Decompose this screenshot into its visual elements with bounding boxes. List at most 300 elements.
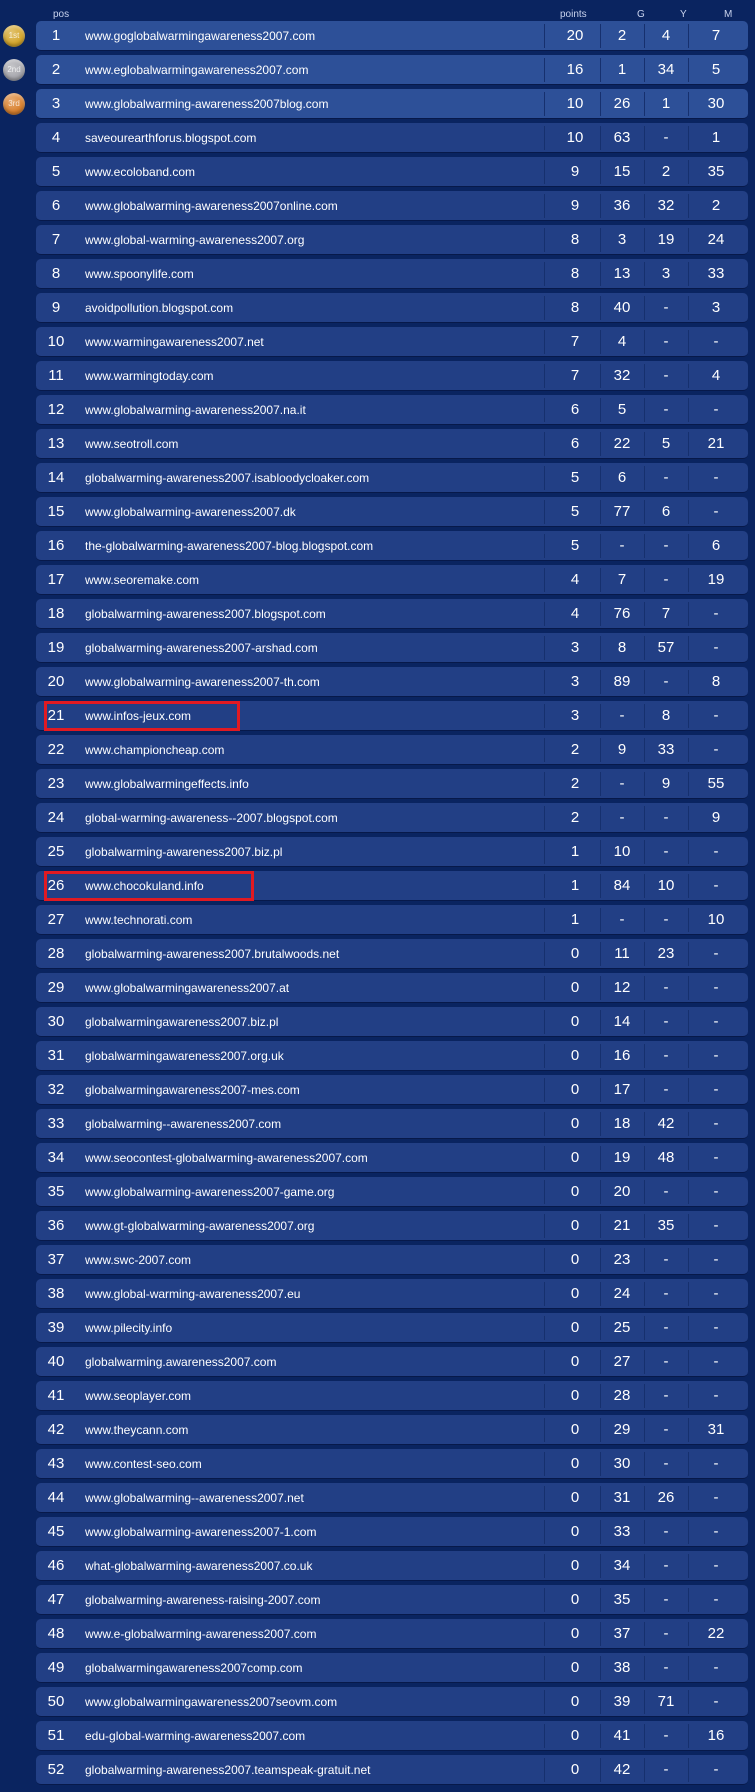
column-divider	[644, 126, 645, 150]
m-rank-value: -	[713, 1251, 719, 1268]
site-url: globalwarming-awareness2007.isabloodycloaker.com	[85, 471, 370, 485]
column-divider	[644, 602, 645, 626]
points-value: 10	[566, 95, 584, 112]
column-divider	[544, 1622, 545, 1646]
column-divider	[688, 840, 689, 864]
column-divider	[600, 58, 601, 82]
points-value: 0	[570, 1693, 580, 1710]
points-value: 0	[570, 1761, 580, 1778]
column-divider	[544, 738, 545, 762]
column-divider	[600, 1282, 601, 1306]
header-m: M	[724, 9, 733, 20]
position-number: 5	[51, 163, 61, 180]
column-divider	[644, 1146, 645, 1170]
site-url: www.globalwarming-awareness2007-1.com	[85, 1525, 317, 1539]
column-divider	[688, 1690, 689, 1714]
column-divider	[544, 874, 545, 898]
position-number: 47	[47, 1591, 65, 1608]
site-url: avoidpollution.blogspot.com	[85, 301, 234, 315]
y-rank-value: -	[663, 1761, 669, 1778]
site-url: www.globalwarmingawareness2007seovm.com	[85, 1695, 338, 1709]
points-value: 0	[570, 979, 580, 996]
points-value: 6	[570, 435, 580, 452]
y-rank-value: -	[663, 1523, 669, 1540]
m-rank-value: 30	[707, 95, 725, 112]
y-rank-value: 6	[661, 503, 671, 520]
m-rank-value: -	[713, 1591, 719, 1608]
site-url: www.chocokuland.info	[85, 879, 204, 893]
y-rank-value: 1	[661, 95, 671, 112]
m-rank-value: 1	[711, 129, 721, 146]
m-rank-value: 9	[711, 809, 721, 826]
ranking-row	[36, 1143, 748, 1173]
site-url: www.globalwarming-awareness2007online.com	[85, 199, 338, 213]
y-rank-value: -	[663, 809, 669, 826]
site-url: edu-global-warming-awareness2007.com	[85, 1729, 306, 1743]
y-rank-value: -	[663, 1319, 669, 1336]
y-rank-value: 32	[657, 197, 675, 214]
column-divider	[600, 330, 601, 354]
m-rank-value: -	[713, 979, 719, 996]
m-rank-value: -	[713, 1013, 719, 1030]
ranking-row	[36, 1075, 748, 1105]
y-rank-value: 4	[661, 27, 671, 44]
g-rank-value: 30	[613, 1455, 631, 1472]
column-divider	[544, 1656, 545, 1680]
column-divider	[600, 1146, 601, 1170]
ranking-row	[36, 1007, 748, 1037]
g-rank-value: 9	[617, 741, 627, 758]
position-number: 50	[47, 1693, 65, 1710]
g-rank-value: -	[619, 707, 625, 724]
y-rank-value: 57	[657, 639, 675, 656]
y-rank-value: 42	[657, 1115, 675, 1132]
ranking-row	[36, 1313, 748, 1343]
site-url: www.pilecity.info	[85, 1321, 173, 1335]
column-divider	[688, 1044, 689, 1068]
column-divider	[644, 568, 645, 592]
position-number: 1	[51, 27, 61, 44]
column-divider	[600, 568, 601, 592]
column-divider	[644, 466, 645, 490]
y-rank-value: -	[663, 673, 669, 690]
site-url: global-warming-awareness--2007.blogspot.com	[85, 811, 338, 825]
g-rank-value: 14	[613, 1013, 631, 1030]
g-rank-value: 12	[613, 979, 631, 996]
y-rank-value: -	[663, 1183, 669, 1200]
site-url: www.seoremake.com	[85, 573, 200, 587]
y-rank-value: -	[663, 1081, 669, 1098]
column-divider	[544, 92, 545, 116]
ranking-row	[36, 1245, 748, 1275]
ranking-row	[36, 1517, 748, 1547]
site-url: www.global-warming-awareness2007.eu	[85, 1287, 301, 1301]
column-divider	[600, 296, 601, 320]
ranking-row	[36, 123, 748, 153]
site-url: www.globalwarming-awareness2007blog.com	[85, 97, 329, 111]
ranking-row	[36, 395, 748, 425]
g-rank-value: 17	[613, 1081, 631, 1098]
ranking-row	[36, 1551, 748, 1581]
column-divider	[544, 126, 545, 150]
m-rank-value: -	[713, 1761, 719, 1778]
position-number: 40	[47, 1353, 65, 1370]
ranking-row	[36, 769, 748, 799]
column-divider	[600, 1418, 601, 1442]
column-divider	[688, 432, 689, 456]
m-rank-value: 7	[711, 27, 721, 44]
m-rank-value: -	[713, 1693, 719, 1710]
column-divider	[600, 1588, 601, 1612]
column-divider	[600, 738, 601, 762]
column-divider	[644, 398, 645, 422]
column-divider	[644, 330, 645, 354]
position-number: 24	[47, 809, 65, 826]
m-rank-value: 5	[711, 61, 721, 78]
position-number: 20	[47, 673, 65, 690]
position-number: 2	[51, 61, 61, 78]
y-rank-value: 19	[657, 231, 675, 248]
points-value: 20	[566, 27, 584, 44]
column-divider	[644, 1418, 645, 1442]
g-rank-value: 1	[617, 61, 627, 78]
highlight-box	[44, 871, 254, 901]
position-number: 3	[51, 95, 61, 112]
g-rank-value: 7	[617, 571, 627, 588]
column-divider	[644, 1282, 645, 1306]
column-divider	[600, 1384, 601, 1408]
y-rank-value: -	[663, 1455, 669, 1472]
points-value: 0	[570, 1489, 580, 1506]
ranking-row	[36, 1449, 748, 1479]
m-rank-value: 33	[707, 265, 725, 282]
position-number: 22	[47, 741, 65, 758]
position-number: 43	[47, 1455, 65, 1472]
m-rank-value: 16	[707, 1727, 725, 1744]
column-divider	[688, 1758, 689, 1782]
column-divider	[600, 398, 601, 422]
column-divider	[600, 806, 601, 830]
column-divider	[688, 1588, 689, 1612]
position-number: 8	[51, 265, 61, 282]
y-rank-value: 33	[657, 741, 675, 758]
column-divider	[544, 1486, 545, 1510]
site-url: www.globalwarmingeffects.info	[85, 777, 249, 791]
ranking-row	[36, 463, 748, 493]
y-rank-value: -	[663, 1591, 669, 1608]
y-rank-value: -	[663, 367, 669, 384]
points-value: 0	[570, 1115, 580, 1132]
ranking-row	[36, 55, 748, 85]
y-rank-value: -	[663, 1557, 669, 1574]
y-rank-value: 3	[661, 265, 671, 282]
m-rank-value: -	[713, 1387, 719, 1404]
column-divider	[688, 160, 689, 184]
y-rank-value: -	[663, 1285, 669, 1302]
site-url: www.eglobalwarmingawareness2007.com	[85, 63, 309, 77]
g-rank-value: 18	[613, 1115, 631, 1132]
column-divider	[644, 1214, 645, 1238]
g-rank-value: 22	[613, 435, 631, 452]
position-number: 38	[47, 1285, 65, 1302]
g-rank-value: 76	[613, 605, 631, 622]
site-url: www.goglobalwarmingawareness2007.com	[85, 29, 316, 43]
column-divider	[544, 160, 545, 184]
m-rank-value: -	[713, 741, 719, 758]
column-divider	[544, 840, 545, 864]
position-number: 33	[47, 1115, 65, 1132]
column-divider	[600, 1248, 601, 1272]
points-value: 0	[570, 1285, 580, 1302]
site-url: globalwarming.awareness2007.com	[85, 1355, 277, 1369]
column-divider	[600, 364, 601, 388]
y-rank-value: 7	[661, 605, 671, 622]
g-rank-value: 8	[617, 639, 627, 656]
points-value: 1	[570, 843, 580, 860]
ranking-row	[36, 599, 748, 629]
column-divider	[644, 1384, 645, 1408]
column-divider	[600, 432, 601, 456]
points-value: 3	[570, 639, 580, 656]
g-rank-value: 39	[613, 1693, 631, 1710]
points-value: 9	[570, 163, 580, 180]
position-number: 51	[47, 1727, 65, 1744]
points-value: 7	[570, 333, 580, 350]
m-rank-value: -	[713, 945, 719, 962]
column-divider	[544, 670, 545, 694]
points-value: 0	[570, 1183, 580, 1200]
y-rank-value: -	[663, 571, 669, 588]
g-rank-value: 13	[613, 265, 631, 282]
column-divider	[600, 1044, 601, 1068]
column-divider	[600, 1452, 601, 1476]
column-divider	[688, 194, 689, 218]
column-divider	[644, 534, 645, 558]
position-number: 4	[51, 129, 61, 146]
column-divider	[600, 840, 601, 864]
y-rank-value: -	[663, 1727, 669, 1744]
points-value: 0	[570, 1455, 580, 1472]
column-divider	[644, 1112, 645, 1136]
column-divider	[544, 568, 545, 592]
y-rank-value: -	[663, 911, 669, 928]
y-rank-value: 23	[657, 945, 675, 962]
m-rank-value: 10	[707, 911, 725, 928]
column-divider	[644, 160, 645, 184]
g-rank-value: 2	[617, 27, 627, 44]
column-divider	[544, 908, 545, 932]
column-divider	[688, 806, 689, 830]
g-rank-value: 40	[613, 299, 631, 316]
points-value: 0	[570, 1591, 580, 1608]
column-divider	[600, 228, 601, 252]
y-rank-value: 71	[657, 1693, 675, 1710]
points-value: 0	[570, 1421, 580, 1438]
column-divider	[644, 1044, 645, 1068]
column-divider	[644, 500, 645, 524]
column-divider	[644, 1656, 645, 1680]
points-value: 8	[570, 299, 580, 316]
column-divider	[544, 1248, 545, 1272]
ranking-row	[36, 191, 748, 221]
column-divider	[600, 874, 601, 898]
points-value: 5	[570, 503, 580, 520]
m-rank-value: -	[713, 1285, 719, 1302]
column-divider	[644, 1486, 645, 1510]
ranking-row	[36, 633, 748, 663]
points-value: 5	[570, 537, 580, 554]
m-rank-value: -	[713, 639, 719, 656]
site-url: www.warmingtoday.com	[85, 369, 214, 383]
column-divider	[600, 942, 601, 966]
g-rank-value: -	[619, 537, 625, 554]
column-divider	[644, 1248, 645, 1272]
points-value: 0	[570, 1523, 580, 1540]
site-url: www.seocontest-globalwarming-awareness2007.com	[85, 1151, 368, 1165]
ranking-row	[36, 1109, 748, 1139]
column-divider	[600, 466, 601, 490]
column-divider	[644, 24, 645, 48]
points-value: 4	[570, 605, 580, 622]
points-value: 10	[566, 129, 584, 146]
points-value: 7	[570, 367, 580, 384]
points-value: 0	[570, 1727, 580, 1744]
column-divider	[600, 908, 601, 932]
ranking-row	[36, 361, 748, 391]
position-number: 48	[47, 1625, 65, 1642]
column-divider	[688, 738, 689, 762]
site-url: globalwarming-awareness2007.brutalwoods.net	[85, 947, 340, 961]
m-rank-value: -	[713, 1183, 719, 1200]
y-rank-value: -	[663, 979, 669, 996]
g-rank-value: 35	[613, 1591, 631, 1608]
m-rank-value: -	[713, 1523, 719, 1540]
position-number: 11	[48, 367, 64, 384]
ranking-row	[36, 1755, 748, 1785]
g-rank-value: -	[619, 911, 625, 928]
m-rank-value: -	[713, 1455, 719, 1472]
column-divider	[688, 636, 689, 660]
ranking-row	[36, 1653, 748, 1683]
y-rank-value: -	[663, 401, 669, 418]
ranking-row	[36, 837, 748, 867]
column-divider	[644, 1316, 645, 1340]
column-divider	[688, 1350, 689, 1374]
column-divider	[688, 942, 689, 966]
position-number: 35	[47, 1183, 65, 1200]
position-number: 10	[47, 333, 65, 350]
m-rank-value: -	[713, 605, 719, 622]
m-rank-value: -	[713, 333, 719, 350]
ranking-row	[36, 565, 748, 595]
column-divider	[688, 534, 689, 558]
g-rank-value: 37	[613, 1625, 631, 1642]
y-rank-value: -	[663, 1387, 669, 1404]
ranking-row	[36, 667, 748, 697]
column-divider	[644, 772, 645, 796]
y-rank-value: -	[663, 1047, 669, 1064]
medal-2nd-icon: 2nd	[3, 59, 25, 81]
site-url: globalwarming--awareness2007.com	[85, 1117, 282, 1131]
g-rank-value: 29	[613, 1421, 631, 1438]
position-number: 32	[47, 1081, 65, 1098]
points-value: 16	[566, 61, 584, 78]
column-divider	[600, 1724, 601, 1748]
position-number: 29	[47, 979, 65, 996]
position-number: 30	[47, 1013, 65, 1030]
g-rank-value: 4	[617, 333, 627, 350]
position-number: 9	[51, 299, 61, 316]
site-url: globalwarming-awareness-raising-2007.com	[85, 1593, 321, 1607]
m-rank-value: -	[713, 1115, 719, 1132]
column-divider	[544, 534, 545, 558]
column-divider	[688, 1418, 689, 1442]
column-divider	[644, 806, 645, 830]
m-rank-value: -	[713, 1489, 719, 1506]
y-rank-value: 5	[661, 435, 671, 452]
y-rank-value: -	[663, 1013, 669, 1030]
y-rank-value: -	[663, 299, 669, 316]
points-value: 3	[570, 673, 580, 690]
column-divider	[688, 398, 689, 422]
column-divider	[600, 1622, 601, 1646]
m-rank-value: -	[713, 401, 719, 418]
column-divider	[544, 1350, 545, 1374]
column-divider	[600, 1010, 601, 1034]
column-divider	[688, 296, 689, 320]
column-divider	[600, 24, 601, 48]
points-value: 0	[570, 945, 580, 962]
column-divider	[688, 228, 689, 252]
y-rank-value: 9	[661, 775, 671, 792]
points-value: 5	[570, 469, 580, 486]
points-value: 0	[570, 1659, 580, 1676]
position-number: 36	[47, 1217, 65, 1234]
column-divider	[544, 1588, 545, 1612]
points-value: 2	[570, 775, 580, 792]
m-rank-value: -	[713, 1217, 719, 1234]
y-rank-value: 35	[657, 1217, 675, 1234]
column-divider	[688, 1146, 689, 1170]
y-rank-value: 2	[661, 163, 671, 180]
position-number: 37	[47, 1251, 65, 1268]
column-divider	[544, 1690, 545, 1714]
g-rank-value: 28	[613, 1387, 631, 1404]
y-rank-value: -	[663, 1659, 669, 1676]
position-number: 44	[47, 1489, 65, 1506]
column-divider	[644, 1452, 645, 1476]
column-divider	[688, 126, 689, 150]
position-number: 16	[47, 537, 65, 554]
column-divider	[544, 1112, 545, 1136]
column-divider	[600, 1758, 601, 1782]
g-rank-value: 23	[613, 1251, 631, 1268]
m-rank-value: 21	[707, 435, 725, 452]
column-divider	[544, 432, 545, 456]
y-rank-value: -	[663, 1625, 669, 1642]
site-url: globalwarmingawareness2007.biz.pl	[85, 1015, 279, 1029]
ranking-row	[36, 497, 748, 527]
column-divider	[644, 296, 645, 320]
g-rank-value: 26	[613, 95, 631, 112]
column-divider	[600, 1214, 601, 1238]
m-rank-value: 3	[711, 299, 721, 316]
position-number: 34	[47, 1149, 65, 1166]
site-url: globalwarming-awareness2007.biz.pl	[85, 845, 283, 859]
position-number: 26	[47, 877, 65, 894]
m-rank-value: -	[713, 469, 719, 486]
site-url: www.globalwarmingawareness2007.at	[85, 981, 290, 995]
